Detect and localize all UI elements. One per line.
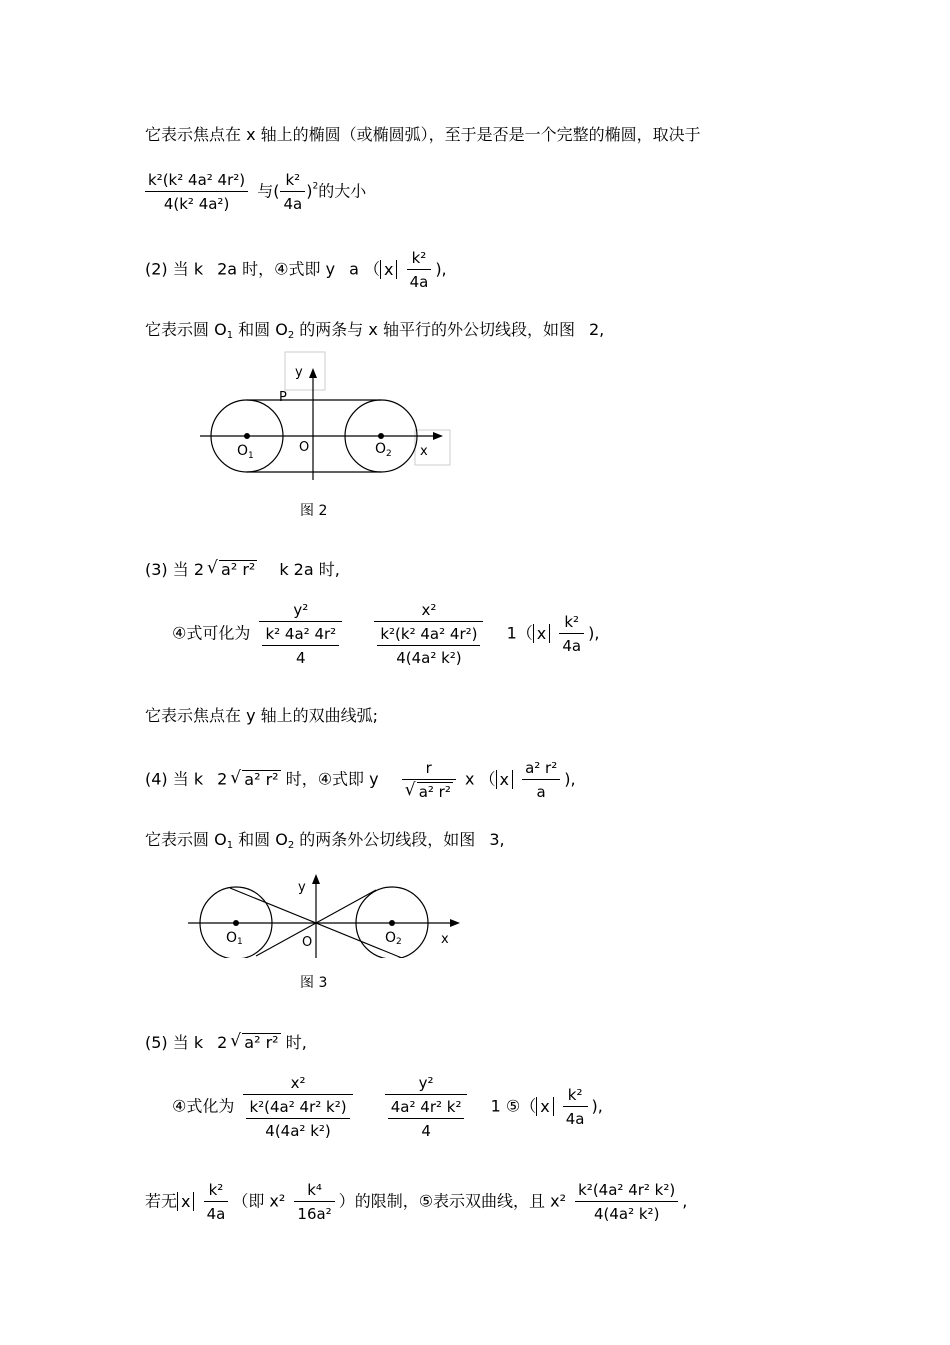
numerator: k²(k² 4a² 4r²): [145, 170, 248, 192]
case-4: (4) 当 k 2√ a² r² 时，④式即 y r √ a² r² x （ x $\frac{\text{a² r²}}{a}$ ),: [145, 758, 576, 802]
inner-fraction: [262, 624, 339, 668]
x-arrow-icon: [450, 919, 460, 927]
numerator: k² 4a² 4r²: [262, 624, 339, 646]
center-o2: [389, 920, 395, 926]
numerator: k²(k² 4a² 4r²): [377, 624, 480, 646]
numerator: y²: [259, 600, 342, 622]
equation-1: $\frac{\text{k²(k² 4a² 4r²)}}{\text{4(k² 4a²)}}$ 与( $\frac{\text{k²}}{4a}$ )$^2$的大小: [145, 170, 366, 214]
fraction: [402, 758, 456, 802]
denominator: 4a: [206, 1205, 226, 1223]
sqrt: [207, 560, 257, 580]
equation-3: [172, 600, 599, 668]
figure-ref: 3,: [489, 830, 505, 849]
denominator: [243, 1095, 352, 1141]
fraction: [407, 248, 432, 292]
label-o: O: [302, 935, 313, 950]
numerator: x²: [243, 1073, 352, 1095]
denominator: [374, 622, 483, 668]
text: 和圆 O: [233, 830, 288, 849]
center-o1: [233, 920, 239, 926]
fraction: [145, 170, 248, 214]
case-text: x （: [464, 769, 496, 789]
inner-fraction: [377, 624, 480, 668]
denominator: 4: [296, 649, 306, 667]
text: 的两条与 x 轴平行的外公切线段，如图: [294, 320, 575, 339]
denominator: 4(4a² k²): [593, 1205, 660, 1223]
case-5: (5) 当 k 2√ a² r² 时,: [145, 1033, 307, 1053]
text-tail: 的大小: [318, 181, 367, 201]
text: 的两条外公切线段，如图: [294, 830, 476, 849]
radicand: a² r²: [221, 560, 256, 579]
case-label: (4) 当 k: [145, 769, 204, 789]
denominator: 16a²: [297, 1205, 332, 1223]
case-label: (3) 当 2: [145, 560, 205, 579]
label-o2: O2: [385, 930, 402, 947]
case-text: 时，④式即 y: [285, 769, 379, 789]
radicand: a² r²: [418, 783, 451, 801]
center-o2: [378, 433, 384, 439]
case-2: [145, 248, 447, 292]
abs-x: x: [177, 1192, 194, 1211]
fraction: [522, 758, 560, 802]
denominator: [259, 622, 342, 668]
case-3: [145, 560, 340, 580]
radicand: a² r²: [244, 769, 279, 789]
numerator: 4a² 4r² k²: [388, 1097, 465, 1119]
case-end: ),: [435, 259, 447, 279]
fraction-y: [259, 600, 342, 668]
eq-lead: ④式化为: [172, 1096, 235, 1116]
fraction: [563, 1085, 588, 1129]
text: ,: [682, 1191, 688, 1211]
denominator: 4a: [565, 1110, 585, 1128]
case-text: 时,: [285, 1033, 307, 1052]
paragraph-3: 它表示焦点在 y 轴上的双曲线弧;: [145, 706, 379, 725]
case-label: (2) 当 k: [145, 259, 204, 279]
abs-x: x: [380, 260, 397, 279]
text: 它表示圆 O: [145, 320, 227, 339]
label-y: y: [298, 880, 306, 895]
text: （即 x²: [232, 1191, 286, 1211]
fraction: [559, 612, 584, 656]
sqrt: [405, 782, 453, 802]
case-label: (5) 当 k: [145, 1033, 204, 1052]
inner-fraction: [388, 1097, 465, 1141]
case-text: k 2a 时,: [279, 560, 340, 579]
numerator: k²: [407, 248, 432, 270]
abs-x: x: [496, 770, 513, 789]
text-yu: 与: [257, 181, 274, 201]
label-p: P: [279, 390, 287, 405]
label-o1: O1: [226, 930, 243, 947]
numerator: r: [402, 758, 456, 780]
case-end: ),: [564, 769, 576, 789]
label-o1: $O_1$: [237, 443, 254, 461]
inner-fraction: [246, 1097, 349, 1141]
denominator: [402, 780, 456, 802]
radicand: a² r²: [244, 1033, 279, 1052]
eq-end: ),: [591, 1096, 603, 1116]
sqrt: [230, 1033, 280, 1053]
figure-ref: 2,: [588, 320, 605, 339]
y-arrow-icon: [312, 874, 320, 884]
paragraph-2: 它表示圆 $O_1$ 和圆 $O_2$ 的两条与 x 轴平行的外公切线段，如图 2,: [145, 320, 605, 341]
figure-3-diagram: [180, 868, 470, 958]
numerator: y²: [385, 1073, 468, 1095]
denominator: a: [536, 783, 546, 801]
numerator: a² r²: [522, 758, 560, 780]
fraction-x: [374, 600, 483, 668]
fraction: [280, 170, 305, 214]
case-text: a （: [349, 259, 380, 279]
figure-2-diagram: [195, 348, 465, 493]
text: 和圆 O: [233, 320, 288, 339]
numerator: k²(4a² 4r² k²): [246, 1097, 349, 1119]
numerator: x²: [374, 600, 483, 622]
eq-end: ),: [588, 623, 600, 643]
denominator: [385, 1095, 468, 1141]
eq-text: 1（: [506, 623, 533, 643]
label-x: x: [441, 932, 449, 947]
denominator: 4(k² 4a²): [163, 195, 230, 213]
sqrt: [230, 770, 280, 790]
denominator: 4(4a² k²): [396, 649, 462, 667]
equation-5: [172, 1073, 603, 1141]
denominator: 4a: [562, 637, 582, 655]
label-y: y: [295, 365, 303, 380]
fraction-x: [243, 1073, 352, 1141]
text: ）的限制，⑤表示双曲线，且 x²: [338, 1191, 567, 1211]
case-text: 2a 时，④式即 y: [217, 259, 336, 279]
denominator: 4: [421, 1122, 431, 1140]
fraction: [294, 1180, 334, 1224]
numerator: k²: [563, 1085, 588, 1107]
numerator: k²: [204, 1180, 229, 1202]
numerator: k²(4a² 4r² k²): [575, 1180, 678, 1202]
denominator: 4(4a² k²): [265, 1122, 331, 1140]
paragraph-4: 它表示圆 $O_1$ 和圆 $O_2$ 的两条外公切线段，如图 3,: [145, 830, 505, 851]
numerator: k⁴: [294, 1180, 334, 1202]
last-line: [145, 1180, 687, 1224]
label-o2: $O_2$: [375, 441, 392, 459]
paragraph-1: 它表示焦点在 x 轴上的椭圆（或椭圆弧），至于是否是一个完整的椭圆，取决于: [145, 125, 701, 144]
y-arrow-icon: [309, 368, 317, 378]
text: 它表示圆 O: [145, 830, 227, 849]
abs-x: x: [533, 624, 550, 643]
numerator: k²: [559, 612, 584, 634]
abs-x: x: [536, 1097, 553, 1116]
fraction: [204, 1180, 229, 1224]
denominator: 4a: [283, 195, 303, 213]
label-box: [285, 352, 325, 390]
label-o: O: [299, 440, 310, 455]
center-o1: [244, 433, 250, 439]
fraction: [575, 1180, 678, 1224]
eq-lead: ④式可化为: [172, 623, 251, 643]
figure-3-caption: 图 3: [300, 975, 328, 991]
denominator: 4a: [409, 273, 429, 291]
eq-text: 1 ⑤（: [490, 1096, 537, 1116]
numerator: k²: [280, 170, 305, 192]
figure-2-caption: 图 2: [300, 503, 328, 519]
x-arrow-icon: [433, 432, 443, 440]
text: 若无: [145, 1191, 178, 1211]
fraction-y: [385, 1073, 468, 1141]
label-x: x: [420, 444, 428, 459]
